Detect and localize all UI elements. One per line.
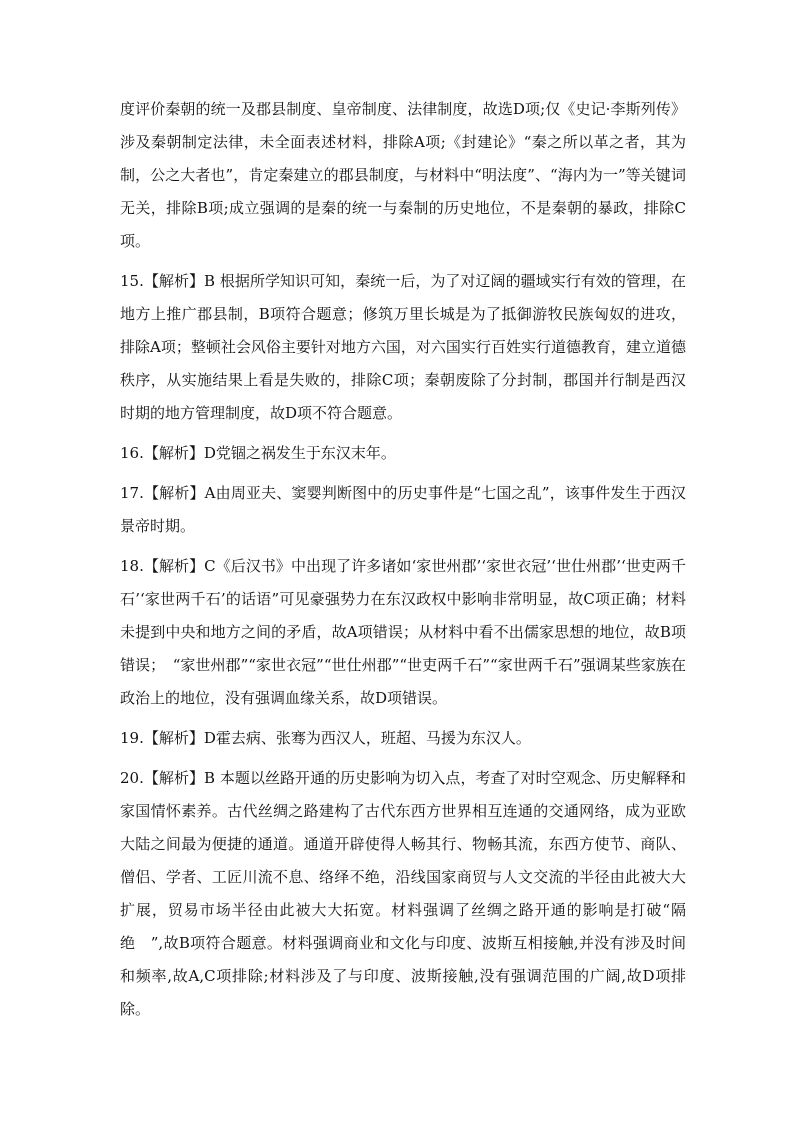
paragraph-text: 度评价秦朝的统一及郡县制度、皇帝制度、法律制度，故选D项;仅《史记·李斯列传》涉及秦朝制定法律，未全面表述材料，排除A项;《封建论》“秦之所以革之者，其为制，公之大者也”，肯定秦建立的郡县制度，与材料中“明法度”、“海内为一”等关键词无关，排除B项;成立强调的是秦的统一与秦制的历史地位，不是秦朝的暴政，排除C项。	[120, 100, 686, 250]
answer-paragraph-19	[120, 722, 686, 755]
paragraph-text: 16.【解析】D党锢之祸发生于东汉末年。	[120, 444, 396, 462]
paragraph-text: 17.【解析】A由周亚夫、窦婴判断图中的历史事件是“七国之乱”，该事件发生于西汉景帝时期。	[120, 484, 686, 535]
paragraph-text: 15.【解析】B 根据所学知识可知，秦统一后，为了对辽阔的疆域实行有效的管理，在地方上推广郡县制，B项符合题意；修筑万里长城是为了抵御游牧民族匈奴的进攻，排除A项；整顿社会风俗主要针对地方六国，对六国实行百姓实行道德教育，建立道德秩序，从实施结果上看是失败的，排除C项；秦朝废除了分封制，郡国并行制是西汉时期的地方管理制度，故D项不符合题意。	[120, 272, 686, 422]
paragraph-text: 20.【解析】B 本题以丝路开通的历史影响为切入点，考查了对时空观念、历史解释和家国情怀素养。古代丝绸之路建构了古代东西方世界相互连通的交通网络，成为亚欧大陆之间最为便捷的通道。通道开辟使得人畅其行、物畅其流，东西方使节、商队、僧侣、学者、工匠川流不息、络绎不绝，沿线国家商贸与人文交流的半径由此被大大扩展，贸易市场半径由此被大大拓宽。材料强调了丝绸之路开通的影响是打破“隔绝 ”,故B项符合题意。材料强调商业和文化与印度、波斯互相接触,并没有涉及时间和频率,故A,C项排除;材料涉及了与印度、波斯接触,没有强调范围的广阔,故D项排除。	[120, 769, 686, 1018]
answer-paragraph-20	[120, 762, 686, 1026]
answer-paragraph-14-continued	[120, 93, 686, 258]
answer-paragraph-17	[120, 477, 686, 543]
answer-paragraph-18	[120, 550, 686, 715]
answer-paragraph-16	[120, 437, 686, 470]
document-page	[120, 93, 686, 1026]
paragraph-text: 18.【解析】C《后汉书》中出现了许多诸如‘家世州郡’‘家世衣冠’‘世仕州郡’‘世吏两千石’‘家世两千石’的话语”可见豪强势力在东汉政权中影响非常明显，故C项正确；材料未提到中央和地方之间的矛盾，故A项错误；从材料中看不出儒家思想的地位，故B项错误； “家世州郡”“家世衣冠”“世仕州郡”“世吏两千石”“家世两千石”强调某些家族在政治上的地位，没有强调血缘关系，故D项错误。	[120, 557, 686, 707]
answer-paragraph-15	[120, 265, 686, 430]
paragraph-text: 19.【解析】D霍去病、张骞为西汉人，班超、马援为东汉人。	[120, 729, 531, 747]
